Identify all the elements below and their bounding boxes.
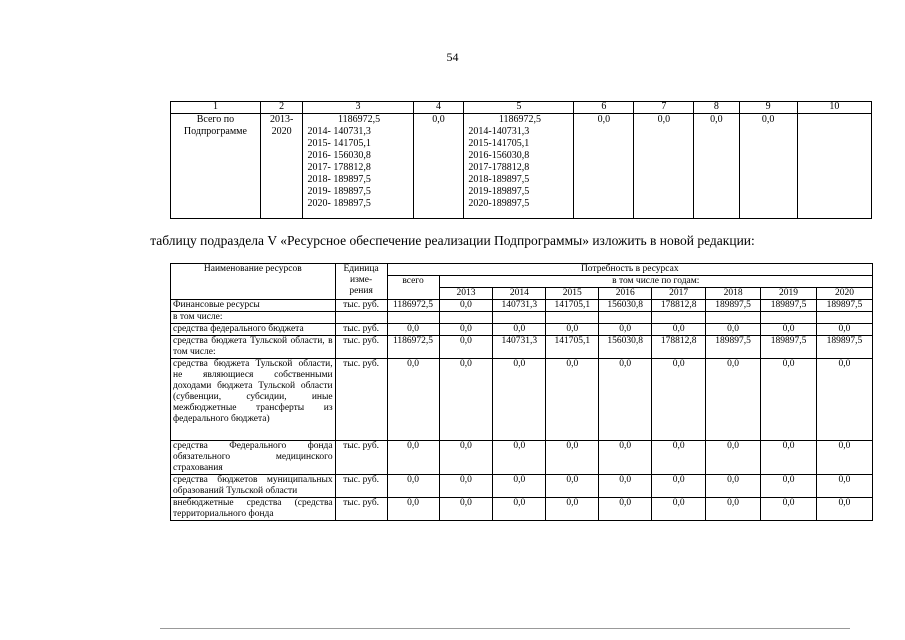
- table1-col-header: 9: [739, 102, 797, 114]
- header-by-year: в том числе по годам:: [439, 276, 872, 288]
- resource-value: 0,0: [652, 441, 706, 475]
- resource-value: 189897,5: [706, 336, 761, 359]
- resource-value: 0,0: [387, 475, 439, 498]
- resource-unit: тыс. руб.: [335, 441, 387, 475]
- resource-value: 0,0: [652, 498, 706, 521]
- resource-value: 0,0: [816, 441, 872, 475]
- resource-value: 0,0: [706, 324, 761, 336]
- resource-value: [493, 312, 546, 324]
- resource-name: средства федерального бюджета: [171, 324, 336, 336]
- resource-value: 0,0: [439, 359, 493, 441]
- resource-value: 0,0: [546, 498, 599, 521]
- resource-value: 0,0: [387, 359, 439, 441]
- resource-value: [439, 312, 493, 324]
- table1-row: [171, 114, 872, 219]
- resource-value: 0,0: [761, 475, 817, 498]
- table-row: [171, 312, 873, 324]
- table1-col5-values: 1186972,5 2014-140731,3 2015-141705,1 2016-156030,8 2017-178812,8 2018-189897,5 2019-189897,5 2020-189897,5: [464, 114, 574, 219]
- header-unit: Единица изме- рения: [335, 264, 387, 300]
- resource-value: 0,0: [493, 441, 546, 475]
- year-header: 2013: [439, 288, 493, 300]
- resource-name: средства Федерального фонда обязательного медицинского страхования: [171, 441, 336, 475]
- resource-value: 0,0: [439, 475, 493, 498]
- year-header: 2020: [816, 288, 872, 300]
- resource-value: [652, 312, 706, 324]
- resource-unit: тыс. руб.: [335, 475, 387, 498]
- resource-value: 0,0: [439, 498, 493, 521]
- table-row: [171, 441, 873, 475]
- resource-value: 1186972,5: [387, 300, 439, 312]
- resource-name: средства бюджетов муниципальных образований Тульской области: [171, 475, 336, 498]
- resource-value: 0,0: [439, 441, 493, 475]
- section-caption: таблицу подраздела V «Ресурсное обеспечение реализации Подпрограммы» изложить в новой редакции:: [150, 233, 755, 248]
- table-row: [171, 498, 873, 521]
- resource-unit: тыс. руб.: [335, 336, 387, 359]
- resource-value: 0,0: [706, 498, 761, 521]
- table1-col-header: 5: [464, 102, 574, 114]
- resource-value: 0,0: [493, 324, 546, 336]
- resource-value: 141705,1: [546, 336, 599, 359]
- resource-value: 0,0: [546, 475, 599, 498]
- resource-value: 0,0: [816, 324, 872, 336]
- table2-body: [171, 300, 873, 521]
- resource-value: 0,0: [761, 324, 817, 336]
- resource-value: 0,0: [706, 475, 761, 498]
- table-row: [171, 359, 873, 441]
- resource-unit: тыс. руб.: [335, 300, 387, 312]
- resource-value: [761, 312, 817, 324]
- resource-name: средства бюджета Тульской области, в том числе:: [171, 336, 336, 359]
- resource-unit: тыс. руб.: [335, 498, 387, 521]
- resource-value: [387, 312, 439, 324]
- resource-value: [599, 312, 652, 324]
- resource-value: 189897,5: [761, 300, 817, 312]
- year-header: 2019: [761, 288, 817, 300]
- resource-value: 0,0: [599, 324, 652, 336]
- bottom-rule: [160, 628, 850, 629]
- table1-program-name: Всего по Подпрограмме: [171, 114, 261, 219]
- table1-col8-value: 0,0: [694, 114, 739, 219]
- resource-value: 140731,3: [493, 336, 546, 359]
- table1-period: 2013- 2020: [260, 114, 303, 219]
- resource-name: Финансовые ресурсы: [171, 300, 336, 312]
- table2-header-row: [171, 264, 873, 276]
- header-need: Потребность в ресурсах: [387, 264, 872, 276]
- table1-col-header: 7: [634, 102, 694, 114]
- resource-value: 0,0: [816, 475, 872, 498]
- resource-value: 0,0: [546, 324, 599, 336]
- table1-col9-value: 0,0: [739, 114, 797, 219]
- table-row: [171, 336, 873, 359]
- table1-col-header: 2: [260, 102, 303, 114]
- resource-value: 0,0: [599, 441, 652, 475]
- year-header: 2018: [706, 288, 761, 300]
- table1-col7-value: 0,0: [634, 114, 694, 219]
- resource-value: 0,0: [599, 359, 652, 441]
- resource-value: 189897,5: [816, 336, 872, 359]
- resource-value: [816, 312, 872, 324]
- resource-value: 0,0: [761, 498, 817, 521]
- table1-col10-value: [797, 114, 871, 219]
- resource-value: 0,0: [816, 359, 872, 441]
- resource-value: 0,0: [652, 475, 706, 498]
- resource-value: 178812,8: [652, 300, 706, 312]
- resource-value: 0,0: [493, 498, 546, 521]
- year-header: 2015: [546, 288, 599, 300]
- resource-value: 0,0: [816, 498, 872, 521]
- resource-value: 189897,5: [816, 300, 872, 312]
- resource-value: 0,0: [652, 324, 706, 336]
- resource-value: 0,0: [387, 498, 439, 521]
- resource-value: [706, 312, 761, 324]
- resource-unit: [335, 312, 387, 324]
- table1-col-header: 8: [694, 102, 739, 114]
- resource-value: 0,0: [439, 336, 493, 359]
- resource-value: [546, 312, 599, 324]
- resource-value: 156030,8: [599, 336, 652, 359]
- resources-table: [170, 263, 873, 521]
- header-resources: Наименование ресурсов: [171, 264, 336, 300]
- resource-value: 0,0: [599, 475, 652, 498]
- resource-value: 0,0: [387, 441, 439, 475]
- resource-name: средства бюджета Тульской области, не являющиеся собственными доходами бюджета Тульской области (субвенции, субсидии, иные межбюджетные трансферты из федерального бюджета): [171, 359, 336, 441]
- resource-value: 0,0: [546, 359, 599, 441]
- resource-value: 0,0: [439, 324, 493, 336]
- table1-header-row: [171, 102, 872, 114]
- table1-col4-value: 0,0: [413, 114, 464, 219]
- resource-value: 0,0: [599, 498, 652, 521]
- resource-value: 189897,5: [706, 300, 761, 312]
- resource-value: 178812,8: [652, 336, 706, 359]
- year-header: 2017: [652, 288, 706, 300]
- resource-value: 1186972,5: [387, 336, 439, 359]
- resource-value: 0,0: [761, 359, 817, 441]
- table1-col-header: 1: [171, 102, 261, 114]
- table-row: [171, 475, 873, 498]
- resource-unit: тыс. руб.: [335, 324, 387, 336]
- continuation-table: [170, 101, 872, 219]
- resource-value: 0,0: [493, 475, 546, 498]
- resource-value: 141705,1: [546, 300, 599, 312]
- header-total: всего: [387, 276, 439, 300]
- table1-col3-values: 1186972,5 2014- 140731,3 2015- 141705,1 2016- 156030,8 2017- 178812,8 2018- 189897,5 2019- 189897,5 2020- 189897,5: [303, 114, 413, 219]
- table1-col-header: 3: [303, 102, 413, 114]
- table1-col-header: 6: [574, 102, 634, 114]
- table1-col-header: 10: [797, 102, 871, 114]
- resource-value: 0,0: [706, 441, 761, 475]
- table-row: [171, 300, 873, 312]
- resource-value: 140731,3: [493, 300, 546, 312]
- resource-value: 189897,5: [761, 336, 817, 359]
- year-header: 2014: [493, 288, 546, 300]
- resource-name: внебюджетные средства (средства территориального фонда: [171, 498, 336, 521]
- table1-col-header: 4: [413, 102, 464, 114]
- resource-value: 0,0: [493, 359, 546, 441]
- resource-value: 0,0: [652, 359, 706, 441]
- resource-name: в том числе:: [171, 312, 336, 324]
- page-number: 54: [446, 50, 459, 64]
- resource-value: 0,0: [546, 441, 599, 475]
- resource-value: 0,0: [439, 300, 493, 312]
- resource-value: 0,0: [706, 359, 761, 441]
- table-row: [171, 324, 873, 336]
- year-header: 2016: [599, 288, 652, 300]
- table1-col6-value: 0,0: [574, 114, 634, 219]
- resource-value: 0,0: [761, 441, 817, 475]
- resource-value: 156030,8: [599, 300, 652, 312]
- resource-unit: тыс. руб.: [335, 359, 387, 441]
- resource-value: 0,0: [387, 324, 439, 336]
